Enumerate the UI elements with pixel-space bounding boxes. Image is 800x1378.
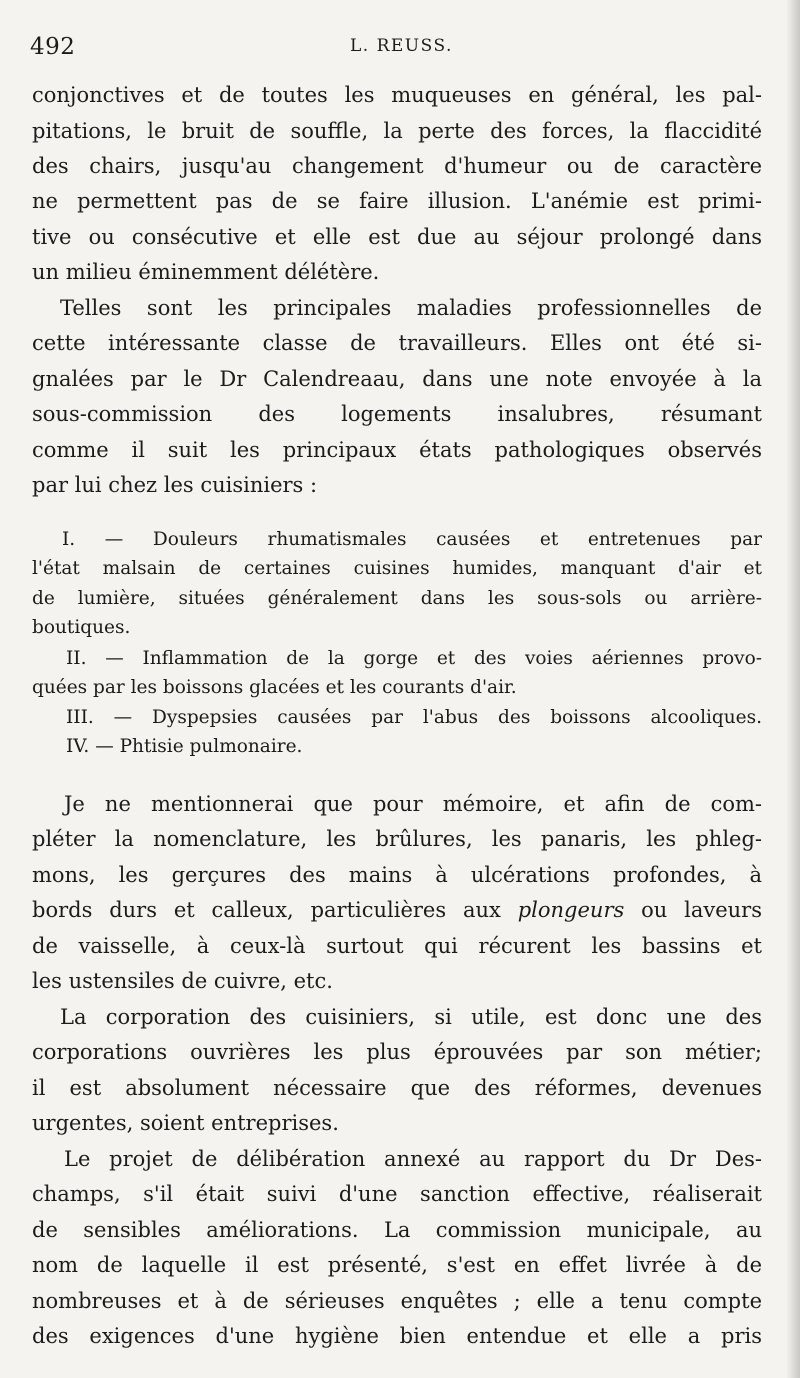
text-line: par lui chez les cuisiniers :	[32, 473, 318, 497]
text-line: comme il suit les principaux états pathologiques observés	[32, 438, 762, 462]
page-header	[30, 34, 770, 68]
text-line: gnalées par le Dr Calendreaau, dans une note envoyée à la	[32, 367, 762, 391]
running-head: L. REUSS.	[350, 36, 453, 56]
text-line: cette intéressante classe de travailleurs. Elles ont été si-	[32, 331, 762, 355]
text-line: Le projet de délibération annexé au rapport du Dr Des-	[64, 1147, 762, 1171]
text-line: boutiques.	[32, 617, 131, 638]
text-segment: ou laveurs	[624, 898, 762, 922]
text-line: de lumière, situées généralement dans les sous-sols ou arrière-	[32, 588, 762, 609]
text-line: mons, les gerçures des mains à ulcérations profondes, à	[32, 863, 762, 887]
text-line: des exigences d'une hygiène bien entendue et elle a pris	[32, 1324, 762, 1348]
text-line: de vaisselle, à ceux-là surtout qui récurent les bassins et	[32, 934, 762, 958]
list-item: II. — Inflammation de la gorge et des voies aériennes provo-	[66, 648, 762, 669]
italic-term: plongeurs	[517, 898, 625, 922]
text-line: il est absolument nécessaire que des réformes, devenues	[32, 1076, 762, 1100]
text-line: des chairs, jusqu'au changement d'humeur ou de caractère	[32, 154, 762, 178]
text-line: ne permettent pas de se faire illusion. L'anémie est primi-	[32, 189, 762, 213]
text-line: conjonctives et de toutes les muqueuses en général, les pal-	[32, 83, 762, 107]
list-item: IV. — Phtisie pulmonaire.	[66, 736, 303, 757]
text-line: Telles sont les principales maladies professionnelles de	[60, 296, 762, 320]
text-segment: bords durs et calleux, particulières aux	[32, 898, 518, 922]
text-line: un milieu éminemment délétère.	[32, 260, 380, 284]
text-line: les ustensiles de cuivre, etc.	[32, 969, 333, 993]
text-line: sous-commission des logements insalubres, résumant	[32, 402, 762, 426]
text-line: quées par les boissons glacées et les courants d'air.	[32, 677, 517, 698]
text-line: corporations ouvrières les plus éprouvées par son métier;	[32, 1040, 762, 1064]
list-item: III. — Dyspepsies causées par l'abus des boissons alcooliques.	[66, 707, 762, 728]
text-line: pléter la nomenclature, les brûlures, les panaris, les phleg-	[32, 827, 762, 851]
text-line: Je ne mentionnerai que pour mémoire, et afin de com-	[64, 792, 762, 816]
text-line: nom de laquelle il est présenté, s'est en effet livrée à de	[32, 1253, 762, 1277]
text-line: tive ou consécutive et elle est due au séjour prolongé dans	[32, 225, 762, 249]
text-line	[32, 897, 762, 923]
page-edge-shadow	[786, 0, 800, 1378]
text-line: pitations, le bruit de souffle, la perte des forces, la flaccidité	[32, 119, 762, 143]
text-line: urgentes, soient entreprises.	[32, 1111, 339, 1135]
list-item: I. — Douleurs rhumatismales causées et entretenues par	[62, 529, 762, 550]
text-line: l'état malsain de certaines cuisines humides, manquant d'air et	[32, 558, 762, 579]
text-line: nombreuses et à de sérieuses enquêtes ; elle a tenu compte	[32, 1289, 762, 1313]
text-line: La corporation des cuisiniers, si utile, est donc une des	[60, 1005, 762, 1029]
page-number: 492	[30, 34, 76, 60]
text-line: champs, s'il était suivi d'une sanction effective, réaliserait	[32, 1182, 762, 1206]
text-line: de sensibles améliorations. La commission municipale, au	[32, 1218, 762, 1242]
